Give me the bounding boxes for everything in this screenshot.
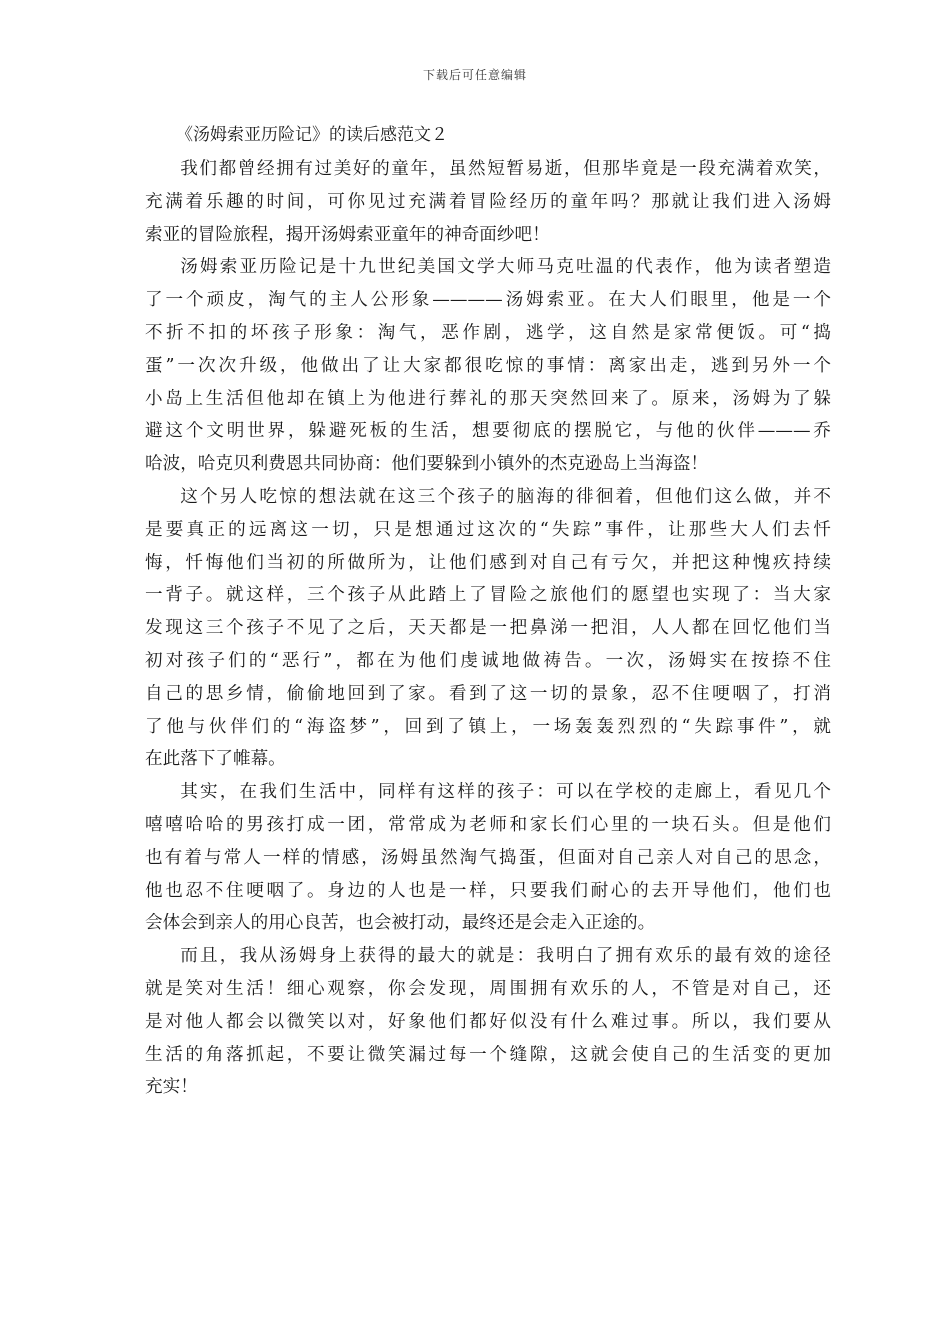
paragraph-3 [145, 481, 831, 776]
text-line: 小岛上生活但他却在镇上为他进行葬礼的那天突然回来了。原来，汤姆为了躲 [145, 388, 831, 409]
page-header: 下载后可任意编辑 [422, 68, 527, 82]
text-line: 悔，忏悔他们当初的所做所为，让他们感到对自己有亏欠，并把这种愧疚持续 [145, 552, 831, 573]
text-line: 自己的思乡情，偷偷地回到了家。看到了这一切的景象，忍不住哽咽了，打消 [145, 683, 831, 704]
text-line: 我们都曾经拥有过美好的童年，虽然短暂易逝，但那毕竟是一段充满着欢笑， [180, 159, 831, 179]
text-line: 在此落下了帷幕。 [145, 749, 286, 770]
text-line: 充实！ [145, 1077, 198, 1098]
text-line: 一背子。就这样，三个孩子从此踏上了冒险之旅他们的愿望也实现了：当大家 [145, 585, 831, 606]
text-line: 索亚的冒险旅程，揭开汤姆索亚童年的神奇面纱吧！ [145, 224, 550, 245]
text-line: 嘻嘻哈哈的男孩打成一团，常常成为老师和家长们心里的一块石头。但是他们 [145, 814, 831, 835]
text-line: 了他与伙伴们的“海盗梦”，回到了镇上，一场轰轰烈烈的“失踪事件”，就 [145, 716, 831, 737]
text-line: 初对孩子们的“恶行”，都在为他们虔诚地做祷告。一次，汤姆实在按捺不住 [145, 650, 831, 671]
text-line: 而且，我从汤姆身上获得的最大的就是：我明白了拥有欢乐的最有效的途径 [180, 946, 831, 967]
text-line: 是要真正的远离这一切，只是想通过这次的“失踪”事件，让那些大人们去忏 [145, 519, 831, 540]
text-line: 蛋”一次次升级，他做出了让大家都很吃惊的事情：离家出走，逃到另外一个 [145, 355, 831, 376]
text-line: 这个另人吃惊的想法就在这三个孩子的脑海的徘徊着，但他们这么做，并不 [180, 486, 831, 507]
paragraph-5 [145, 940, 831, 1104]
paragraph-4 [145, 776, 831, 940]
text-line: 充满着乐趣的时间，可你见过充满着冒险经历的童年吗？那就让我们进入汤姆 [145, 191, 831, 212]
text-line: 生活的角落抓起，不要让微笑漏过每一个缝隙，这就会使自己的生活变的更加 [145, 1044, 831, 1065]
paragraph-2 [145, 251, 831, 481]
text-line: 他也忍不住哽咽了。身边的人也是一样，只要我们耐心的去开导他们，他们也 [145, 880, 831, 901]
text-line: 也有着与常人一样的情感，汤姆虽然淘气捣蛋，但面对自己亲人对自己的思念， [145, 847, 831, 868]
text-line: 汤姆索亚历险记是十九世纪美国文学大师马克吐温的代表作，他为读者塑造 [180, 257, 831, 278]
text-line: 就是笑对生活！细心观察，你会发现，周围拥有欢乐的人，不管是对自己，还 [145, 978, 831, 999]
document-body [145, 122, 831, 1104]
text-line: 会体会到亲人的用心良苦，也会被打动，最终还是会走入正途的。 [145, 913, 656, 934]
text-line: 不折不扣的坏孩子形象：淘气，恶作剧，逃学，这自然是家常便饭。可“捣 [145, 322, 831, 343]
text-line: 哈波，哈克贝利费恩共同协商：他们要躲到小镇外的杰克逊岛上当海盗！ [145, 454, 709, 475]
text-line: 是对他人都会以微笑以对，好象他们都好似没有什么难过事。所以，我们要从 [145, 1011, 831, 1032]
text-line: 了一个顽皮，淘气的主人公形象————汤姆索亚。在大人们眼里，他是一个 [145, 290, 831, 311]
text-line: 其实，在我们生活中，同样有这样的孩子：可以在学校的走廊上，看见几个 [180, 782, 831, 803]
paragraph-1 [145, 153, 831, 251]
document-title: 《汤姆索亚历险记》的读后感范文２ [176, 125, 448, 145]
text-line: 发现这三个孩子不见了之后，天天都是一把鼻涕一把泪，人人都在回忆他们当 [145, 618, 831, 639]
text-line: 避这个文明世界，躲避死板的生活，想要彻底的摆脱它，与他的伙伴———乔 [145, 421, 831, 442]
